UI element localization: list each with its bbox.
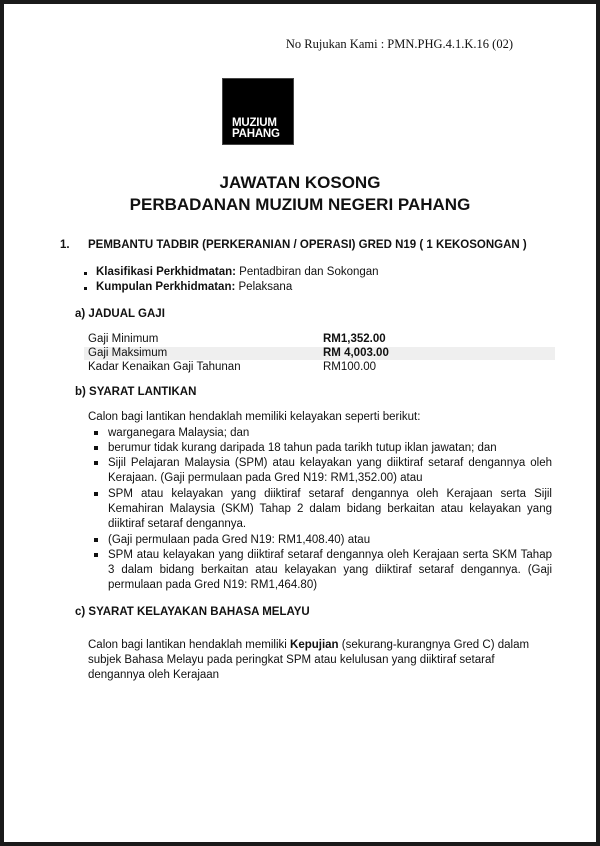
language-heading: c) SYARAT KELAYAKAN BAHASA MELAYU [75,606,310,618]
language-paragraph [88,638,554,684]
requirement-item: SPM atau kelayakan yang diiktiraf setaraf dengannya oleh Kerajaan serta Sijil Kemahiran Malaysia (SKM) Tahap 2 dalam bidang berkaitan atau kelayakan yang diiktiraf setaraf dengannya. [108,487,552,533]
page-title: JAWATAN KOSONG [219,173,381,192]
logo-line-2: PAHANG [232,128,280,140]
language-bold: Kepujian [290,639,339,651]
logo-line-1: MUZIUM [232,117,277,129]
detail-group [96,281,292,293]
detail-classification [96,266,379,278]
salary-value: RM1,352.00 [323,333,386,345]
requirement-item: (Gaji permulaan pada Gred N19: RM1,408.40) atau [108,533,552,548]
requirement-item: warganegara Malaysia; dan [108,426,552,441]
muzium-pahang-logo [222,78,294,145]
language-text: (sekurang-kurangnya Gred C) dalam subjek Bahasa Melayu pada peringkat SPM atau kelulusan yang diiktiraf setaraf dengannya oleh Kerajaan [88,639,530,682]
reference-number: No Rujukan Kami : PMN.PHG.4.1.K.16 (02) [285,37,513,51]
salary-label: Kadar Kenaikan Gaji Tahunan [88,361,241,373]
detail-value: Pelaksana [235,281,293,293]
language-text: Calon bagi lantikan hendaklah memiliki [88,639,291,651]
page-subtitle: PERBADANAN MUZIUM NEGERI PAHANG [129,195,471,214]
document-page [4,4,596,842]
requirements-intro: Calon bagi lantikan hendaklah memiliki kelayakan seperti berikut: [88,411,421,423]
salary-label: Gaji Maksimum [88,347,168,359]
salary-label: Gaji Minimum [88,333,159,345]
salary-value: RM 4,003.00 [323,347,389,359]
detail-label: Kumpulan Perkhidmatan: [96,281,236,293]
salary-value: RM100.00 [323,361,377,373]
detail-label: Klasifikasi Perkhidmatan: [96,266,236,278]
requirement-item: berumur tidak kurang daripada 18 tahun pada tarikh tutup iklan jawatan; dan [108,441,552,456]
requirements-heading: b) SYARAT LANTIKAN [75,386,197,398]
requirement-item: Sijil Pelajaran Malaysia (SPM) atau kelayakan yang diiktiraf setaraf dengannya oleh Kerajaan. (Gaji permulaan pada Gred N19: RM1,352.00) atau [108,456,552,486]
salary-heading: a) JADUAL GAJI [75,308,165,320]
position-number: 1. [60,239,70,251]
position-name: PEMBANTU TADBIR (PERKERANIAN / OPERASI) GRED N19 ( 1 KEKOSONGAN ) [88,239,527,251]
detail-value: Pentadbiran dan Sokongan [235,266,379,278]
requirement-item: SPM atau kelayakan yang diiktiraf setaraf dengannya oleh Kerajaan serta SKM Tahap 3 dalam bidang berkaitan atau kelayakan yang diiktiraf setaraf dengannya. (Gaji permulaan pada Gred N19: RM1,464.80) [108,548,552,594]
